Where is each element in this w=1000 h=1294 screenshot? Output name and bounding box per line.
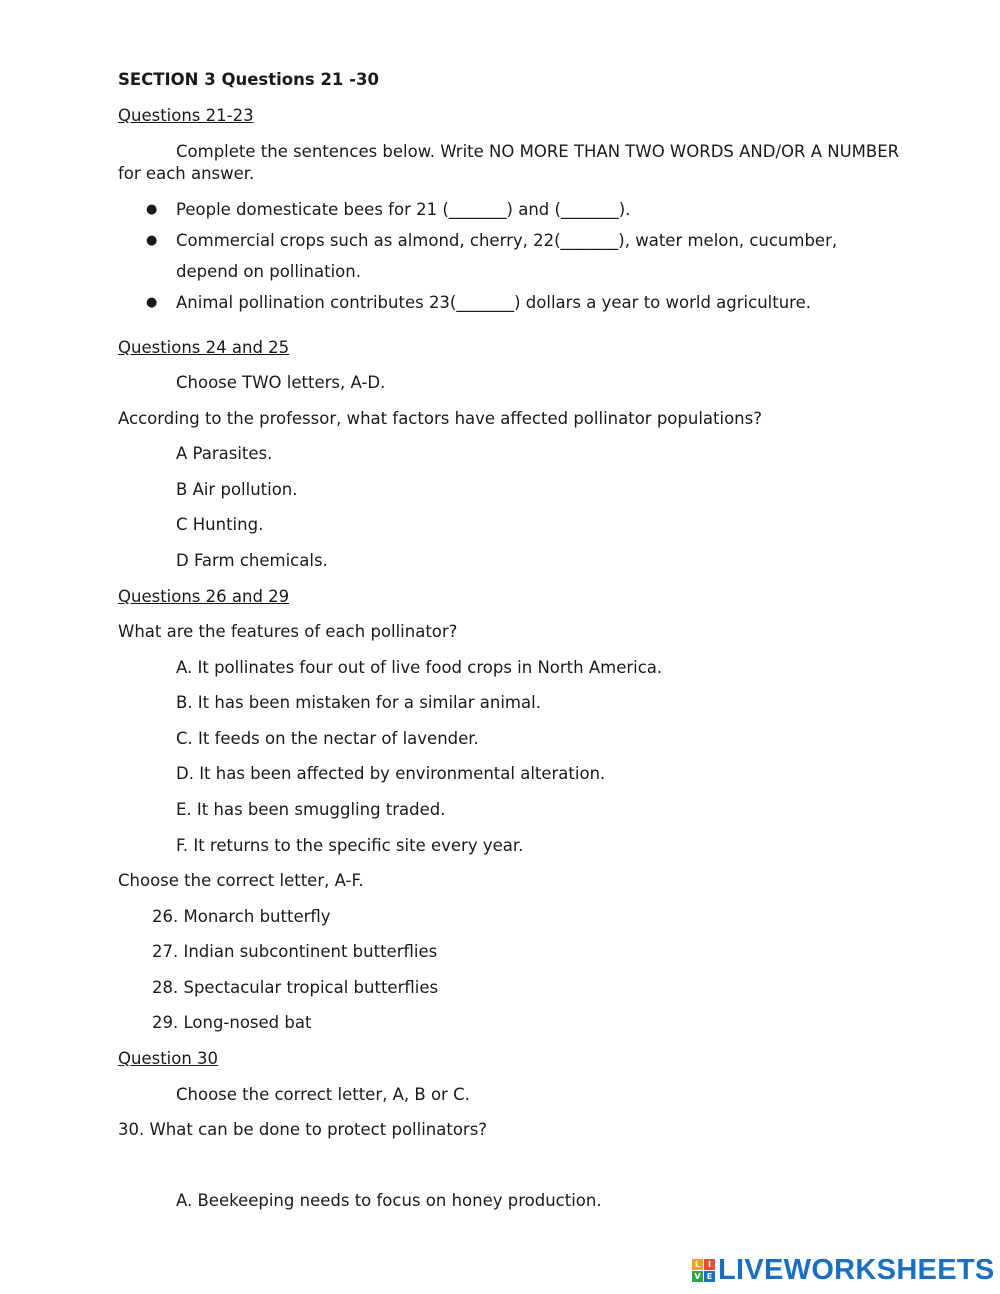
instruction-line-1: Complete the sentences below. Write NO MORE THAN TWO WORDS AND/OR A NUMBER (176, 142, 900, 161)
item-27: 27. Indian subcontinent butterflies (152, 942, 438, 961)
item-28: 28. Spectacular tropical butterflies (152, 978, 439, 997)
logo-blocks-icon (692, 1259, 715, 1282)
option-d: D Farm chemicals. (176, 551, 328, 570)
logo-text: LIVEWORKSHEETS (718, 1253, 995, 1286)
item-26: 26. Monarch butterfly (152, 907, 331, 926)
feature-d: D. It has been affected by environmental alteration. (176, 764, 606, 783)
bullet-icon: ● (146, 295, 158, 310)
logo-block-3: V (692, 1271, 703, 1282)
logo-block-2: I (704, 1259, 715, 1270)
bullet-icon: ● (146, 202, 158, 217)
questions-21-23-heading: Questions 21-23 (118, 106, 254, 125)
feature-e: E. It has been smuggling traded. (176, 800, 446, 819)
section-title: SECTION 3 Questions 21 -30 (118, 70, 379, 89)
option-b: B Air pollution. (176, 480, 298, 499)
feature-a: A. It pollinates four out of live food crops in North America. (176, 658, 663, 677)
logo-block-4: E (704, 1271, 715, 1282)
bullet-q22-line-1: Commercial crops such as almond, cherry, 22(_______), water melon, cucumber, (176, 231, 838, 250)
questions-24-25-question: According to the professor, what factors have affected pollinator populations? (118, 409, 762, 428)
bullet-q22-line-2: depend on pollination. (176, 262, 361, 281)
bullet-q21: People domesticate bees for 21 (_______) and (_______). (176, 200, 631, 219)
logo-block-1: L (692, 1259, 703, 1270)
questions-24-25-instruction: Choose TWO letters, A-D. (176, 373, 386, 392)
questions-26-29-instruction: Choose the correct letter, A-F. (118, 871, 364, 890)
question-30-instruction: Choose the correct letter, A, B or C. (176, 1085, 470, 1104)
bullet-icon: ● (146, 233, 158, 248)
questions-26-29-heading: Questions 26 and 29 (118, 587, 290, 606)
option-c: C Hunting. (176, 515, 264, 534)
feature-c: C. It feeds on the nectar of lavender. (176, 729, 479, 748)
liveworksheets-logo (692, 1254, 995, 1286)
feature-f: F. It returns to the specific site every year. (176, 836, 524, 855)
questions-26-29-question: What are the features of each pollinator? (118, 622, 458, 641)
bullet-q23: Animal pollination contributes 23(_______) dollars a year to world agriculture. (176, 293, 811, 312)
option-a: A Parasites. (176, 444, 273, 463)
questions-24-25-heading: Questions 24 and 25 (118, 338, 290, 357)
item-29: 29. Long-nosed bat (152, 1013, 312, 1032)
instruction-line-2: for each answer. (118, 164, 255, 183)
feature-b: B. It has been mistaken for a similar animal. (176, 693, 541, 712)
question-30-text: 30. What can be done to protect pollinators? (118, 1120, 488, 1139)
question-30-heading: Question 30 (118, 1049, 219, 1068)
question-30-option-a: A. Beekeeping needs to focus on honey production. (176, 1191, 602, 1210)
